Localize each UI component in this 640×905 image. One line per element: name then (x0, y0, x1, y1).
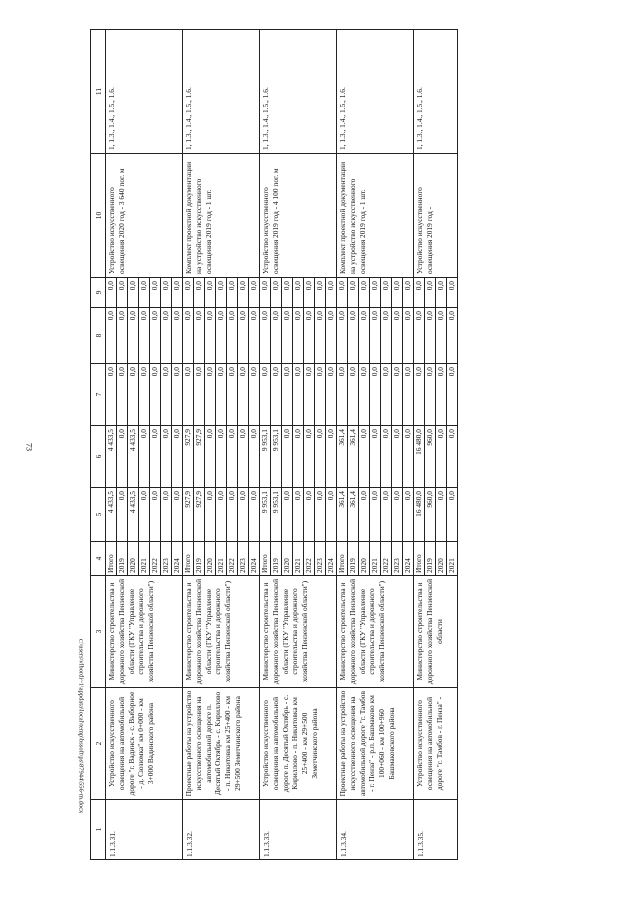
regional-budget-cell: 0,0 (293, 426, 304, 488)
regional-budget-cell: 0,0 (370, 426, 381, 488)
table-row (337, 30, 348, 860)
local-budget-cell: 0,0 (161, 308, 172, 364)
total-funding-cell: 0,0 (304, 488, 315, 542)
other-sources-cell: 0,0 (271, 278, 282, 308)
other-sources-cell: 0,0 (128, 278, 139, 308)
program-measures-table (90, 29, 458, 860)
total-funding-cell: 0,0 (447, 488, 458, 542)
measure-name: Устройство искусственного освещения на автомобильной дороге п. Десятый Октябрь - с. Кириллово - п. Никитовка км 25+400 - км 29+500 Земетчинского района (260, 688, 337, 800)
year-cell: 2021 (216, 542, 227, 576)
year-cell: 2019 (348, 542, 359, 576)
year-cell: 2023 (161, 542, 172, 576)
other-sources-cell: 0,0 (359, 278, 370, 308)
local-budget-cell: 0,0 (183, 308, 194, 364)
regional-budget-cell: 0,0 (315, 426, 326, 488)
regional-budget-cell: 927,9 (194, 426, 205, 488)
regional-budget-cell: 0,0 (205, 426, 216, 488)
year-cell: Итого (106, 542, 117, 576)
federal-budget-cell: 0,0 (370, 364, 381, 426)
local-budget-cell: 0,0 (381, 308, 392, 364)
local-budget-cell: 0,0 (282, 308, 293, 364)
regional-budget-cell: 0,0 (172, 426, 183, 488)
year-cell: 2022 (381, 542, 392, 576)
table-row (183, 30, 194, 860)
local-budget-cell: 0,0 (205, 308, 216, 364)
local-budget-cell: 0,0 (403, 308, 414, 364)
measure-result: Устройство искусственного освещения 2020 год - 3 640 пог. м (106, 154, 183, 278)
federal-budget-cell: 0,0 (337, 364, 348, 426)
measure-executor: Министерство строительства и дорожного хозяйства Пензенской области (ГКУ "Управление строительства и дорожного хозяйства Пензенской области") (183, 576, 260, 688)
regional-budget-cell: 0,0 (326, 426, 337, 488)
local-budget-cell: 0,0 (348, 308, 359, 364)
local-budget-cell: 0,0 (359, 308, 370, 364)
year-cell: 2021 (370, 542, 381, 576)
total-funding-cell: 960,0 (425, 488, 436, 542)
regional-budget-cell: 0,0 (150, 426, 161, 488)
total-funding-cell: 0,0 (315, 488, 326, 542)
other-sources-cell: 0,0 (392, 278, 403, 308)
other-sources-cell: 0,0 (227, 278, 238, 308)
federal-budget-cell: 0,0 (216, 364, 227, 426)
regional-budget-cell: 0,0 (436, 426, 447, 488)
federal-budget-cell: 0,0 (205, 364, 216, 426)
local-budget-cell: 0,0 (172, 308, 183, 364)
regional-budget-cell: 0,0 (117, 426, 128, 488)
measure-number: 1.1.3.33. (260, 800, 337, 860)
local-budget-cell: 0,0 (293, 308, 304, 364)
total-funding-cell: 4 433,5 (106, 488, 117, 542)
other-sources-cell: 0,0 (249, 278, 260, 308)
total-funding-cell: 9 953,1 (271, 488, 282, 542)
measure-result: Комплект проектной документации на устройство искусственного освещения 2019 год - 1 шт. (183, 154, 260, 278)
other-sources-cell: 0,0 (260, 278, 271, 308)
year-cell: 2024 (172, 542, 183, 576)
column-number-row (91, 30, 106, 860)
column-number: 3 (91, 576, 106, 688)
other-sources-cell: 0,0 (194, 278, 205, 308)
year-cell: 2019 (194, 542, 205, 576)
year-cell: 2024 (249, 542, 260, 576)
total-funding-cell: 16 480,0 (414, 488, 425, 542)
year-cell: 2021 (139, 542, 150, 576)
year-cell: 2020 (282, 542, 293, 576)
local-budget-cell: 0,0 (150, 308, 161, 364)
local-budget-cell: 0,0 (447, 308, 458, 364)
federal-budget-cell: 0,0 (348, 364, 359, 426)
other-sources-cell: 0,0 (403, 278, 414, 308)
total-funding-cell: 927,9 (183, 488, 194, 542)
local-budget-cell: 0,0 (370, 308, 381, 364)
federal-budget-cell: 0,0 (106, 364, 117, 426)
federal-budget-cell: 0,0 (238, 364, 249, 426)
other-sources-cell: 0,0 (183, 278, 194, 308)
table-row (260, 30, 271, 860)
total-funding-cell: 0,0 (403, 488, 414, 542)
year-cell: 2022 (150, 542, 161, 576)
measure-number: 1.1.3.35. (414, 800, 458, 860)
federal-budget-cell: 0,0 (436, 364, 447, 426)
federal-budget-cell: 0,0 (304, 364, 315, 426)
year-cell: 2020 (359, 542, 370, 576)
federal-budget-cell: 0,0 (403, 364, 414, 426)
local-budget-cell: 0,0 (271, 308, 282, 364)
other-sources-cell: 0,0 (282, 278, 293, 308)
federal-budget-cell: 0,0 (117, 364, 128, 426)
total-funding-cell: 0,0 (139, 488, 150, 542)
total-funding-cell: 4 433,5 (128, 488, 139, 542)
regional-budget-cell: 0,0 (227, 426, 238, 488)
year-cell: 2020 (128, 542, 139, 576)
year-cell: Итого (183, 542, 194, 576)
total-funding-cell: 0,0 (392, 488, 403, 542)
other-sources-cell: 0,0 (348, 278, 359, 308)
column-number: 8 (91, 308, 106, 364)
column-number: 2 (91, 688, 106, 800)
year-cell: 2019 (425, 542, 436, 576)
federal-budget-cell: 0,0 (172, 364, 183, 426)
federal-budget-cell: 0,0 (150, 364, 161, 426)
column-number: 9 (91, 278, 106, 308)
other-sources-cell: 0,0 (337, 278, 348, 308)
measure-number: 1.1.3.31. (106, 800, 183, 860)
federal-budget-cell: 0,0 (227, 364, 238, 426)
column-number: 1 (91, 800, 106, 860)
federal-budget-cell: 0,0 (293, 364, 304, 426)
column-number: 5 (91, 488, 106, 542)
column-number: 4 (91, 542, 106, 576)
other-sources-cell: 0,0 (106, 278, 117, 308)
measure-executor: Министерство строительства и дорожного хозяйства Пензенской области (414, 576, 458, 688)
measure-executor: Министерство строительства и дорожного хозяйства Пензенской области (ГКУ "Управление строительства и дорожного хозяйства Пензенской области") (260, 576, 337, 688)
year-cell: 2019 (271, 542, 282, 576)
local-budget-cell: 0,0 (414, 308, 425, 364)
federal-budget-cell: 0,0 (139, 364, 150, 426)
other-sources-cell: 0,0 (447, 278, 458, 308)
total-funding-cell: 0,0 (205, 488, 216, 542)
other-sources-cell: 0,0 (293, 278, 304, 308)
year-cell: 2020 (205, 542, 216, 576)
other-sources-cell: 0,0 (216, 278, 227, 308)
regional-budget-cell: 4 433,5 (128, 426, 139, 488)
regional-budget-cell: 0,0 (304, 426, 315, 488)
local-budget-cell: 0,0 (216, 308, 227, 364)
total-funding-cell: 0,0 (216, 488, 227, 542)
total-funding-cell: 0,0 (282, 488, 293, 542)
regional-budget-cell: 16 480,0 (414, 426, 425, 488)
regional-budget-cell: 960,0 (425, 426, 436, 488)
other-sources-cell: 0,0 (238, 278, 249, 308)
total-funding-cell: 0,0 (150, 488, 161, 542)
year-cell: Итого (414, 542, 425, 576)
regional-budget-cell: 361,4 (348, 426, 359, 488)
other-sources-cell: 0,0 (304, 278, 315, 308)
total-funding-cell: 0,0 (436, 488, 447, 542)
total-funding-cell: 0,0 (293, 488, 304, 542)
measure-result: Комплект проектной документации на устройство искусственного освещения 2019 год - 1 шт. (337, 154, 414, 278)
federal-budget-cell: 0,0 (194, 364, 205, 426)
measure-name: Устройство искусственного освещения на автомобильной дороге "г. Тамбов - г. Пенза" - (414, 688, 458, 800)
other-sources-cell: 0,0 (425, 278, 436, 308)
regional-budget-cell: 0,0 (161, 426, 172, 488)
regional-budget-cell: 0,0 (282, 426, 293, 488)
other-sources-cell: 0,0 (414, 278, 425, 308)
federal-budget-cell: 0,0 (271, 364, 282, 426)
measure-executor: Министерство строительства и дорожного хозяйства Пензенской области (ГКУ "Управление строительства и дорожного хозяйства Пензенской области") (337, 576, 414, 688)
measure-executor: Министерство строительства и дорожного хозяйства Пензенской области (ГКУ "Управление строительства и дорожного хозяйства Пензенской области") (106, 576, 183, 688)
local-budget-cell: 0,0 (315, 308, 326, 364)
regional-budget-cell: 9 953,1 (271, 426, 282, 488)
total-funding-cell: 0,0 (117, 488, 128, 542)
total-funding-cell: 927,9 (194, 488, 205, 542)
table-row (414, 30, 425, 860)
other-sources-cell: 0,0 (150, 278, 161, 308)
column-number: 11 (91, 30, 106, 154)
federal-budget-cell: 0,0 (183, 364, 194, 426)
regional-budget-cell: 927,9 (183, 426, 194, 488)
local-budget-cell: 0,0 (260, 308, 271, 364)
local-budget-cell: 0,0 (139, 308, 150, 364)
page-number: 73 (24, 443, 34, 451)
federal-budget-cell: 0,0 (414, 364, 425, 426)
local-budget-cell: 0,0 (194, 308, 205, 364)
total-funding-cell: 9 953,1 (260, 488, 271, 542)
federal-budget-cell: 0,0 (392, 364, 403, 426)
measure-name: Проектные работы на устройство искусственного освещения на автомобильной дороге п. Десятый Октябрь - с. Кириллово - п. Никитовка км 25+400 - км 29+500 Земетчинского района (183, 688, 260, 800)
other-sources-cell: 0,0 (326, 278, 337, 308)
total-funding-cell: 0,0 (172, 488, 183, 542)
regional-budget-cell: 9 953,1 (260, 426, 271, 488)
measure-name: Проектные работы на устройство искусственного освещения на автомобильной дороге "г. Тамбов - г. Пенза" - р.п. Башмаково км 100+060 - км 100+960 Башмаковского района (337, 688, 414, 800)
year-cell: 2022 (227, 542, 238, 576)
local-budget-cell: 0,0 (249, 308, 260, 364)
year-cell: 2022 (304, 542, 315, 576)
federal-budget-cell: 0,0 (315, 364, 326, 426)
measure-name: Устройство искусственного освещения на автомобильной дороге "г. Вадинск - с. Выборное - д. Сюзюмка" км 0+000 - км 3+000 Вадинского района (106, 688, 183, 800)
federal-budget-cell: 0,0 (359, 364, 370, 426)
table-row (106, 30, 117, 860)
local-budget-cell: 0,0 (227, 308, 238, 364)
column-number: 10 (91, 154, 106, 278)
federal-budget-cell: 0,0 (161, 364, 172, 426)
indicator-links: 1, 1.3., 1.4., 1.5., 1.6. (106, 30, 183, 154)
local-budget-cell: 0,0 (304, 308, 315, 364)
local-budget-cell: 0,0 (326, 308, 337, 364)
total-funding-cell: 361,4 (348, 488, 359, 542)
year-cell: Итого (337, 542, 348, 576)
local-budget-cell: 0,0 (425, 308, 436, 364)
regional-budget-cell: 0,0 (392, 426, 403, 488)
local-budget-cell: 0,0 (128, 308, 139, 364)
column-number: 7 (91, 364, 106, 426)
federal-budget-cell: 0,0 (260, 364, 271, 426)
other-sources-cell: 0,0 (370, 278, 381, 308)
indicator-links: 1, 1.3., 1.4., 1.5., 1.6. (183, 30, 260, 154)
regional-budget-cell: 0,0 (139, 426, 150, 488)
table-body (106, 30, 458, 860)
other-sources-cell: 0,0 (161, 278, 172, 308)
total-funding-cell: 0,0 (238, 488, 249, 542)
total-funding-cell: 0,0 (381, 488, 392, 542)
local-budget-cell: 0,0 (106, 308, 117, 364)
other-sources-cell: 0,0 (205, 278, 216, 308)
regional-budget-cell: 0,0 (359, 426, 370, 488)
indicator-links: 1, 1.3., 1.4., 1.5., 1.6. (337, 30, 414, 154)
total-funding-cell: 0,0 (227, 488, 238, 542)
year-cell: 2024 (326, 542, 337, 576)
regional-budget-cell: 0,0 (447, 426, 458, 488)
local-budget-cell: 0,0 (392, 308, 403, 364)
local-budget-cell: 0,0 (337, 308, 348, 364)
year-cell: 2024 (403, 542, 414, 576)
total-funding-cell: 0,0 (161, 488, 172, 542)
other-sources-cell: 0,0 (315, 278, 326, 308)
total-funding-cell: 0,0 (326, 488, 337, 542)
federal-budget-cell: 0,0 (282, 364, 293, 426)
regional-budget-cell: 0,0 (381, 426, 392, 488)
year-cell: 2020 (436, 542, 447, 576)
year-cell: 2019 (117, 542, 128, 576)
total-funding-cell: 0,0 (370, 488, 381, 542)
regional-budget-cell: 0,0 (238, 426, 249, 488)
year-cell: 2023 (238, 542, 249, 576)
federal-budget-cell: 0,0 (326, 364, 337, 426)
year-cell: 2023 (392, 542, 403, 576)
footer-file-path: c:\users\vlbordi~1\appdata\local\temp\bssoft\ps\87944\556-m.docx (77, 638, 85, 814)
year-cell: 2021 (293, 542, 304, 576)
rotated-table-container (90, 30, 620, 860)
measure-result: Устройство искусственного освещения 2019 год - 4 100 пог. м (260, 154, 337, 278)
year-cell: 2021 (447, 542, 458, 576)
total-funding-cell: 0,0 (249, 488, 260, 542)
regional-budget-cell: 0,0 (403, 426, 414, 488)
federal-budget-cell: 0,0 (425, 364, 436, 426)
regional-budget-cell: 361,4 (337, 426, 348, 488)
local-budget-cell: 0,0 (117, 308, 128, 364)
measure-number: 1.1.3.32. (183, 800, 260, 860)
year-cell: 2023 (315, 542, 326, 576)
other-sources-cell: 0,0 (172, 278, 183, 308)
indicator-links: 1, 1.3., 1.4., 1.5., 1.6. (260, 30, 337, 154)
regional-budget-cell: 0,0 (249, 426, 260, 488)
local-budget-cell: 0,0 (238, 308, 249, 364)
measure-result: Устройство искусственного освещения 2019 год - (414, 154, 458, 278)
total-funding-cell: 0,0 (359, 488, 370, 542)
federal-budget-cell: 0,0 (128, 364, 139, 426)
other-sources-cell: 0,0 (381, 278, 392, 308)
other-sources-cell: 0,0 (436, 278, 447, 308)
column-number: 6 (91, 426, 106, 488)
measure-number: 1.1.3.34. (337, 800, 414, 860)
federal-budget-cell: 0,0 (447, 364, 458, 426)
federal-budget-cell: 0,0 (249, 364, 260, 426)
indicator-links: 1, 1.3., 1.4., 1.5., 1.6. (414, 30, 458, 154)
other-sources-cell: 0,0 (117, 278, 128, 308)
federal-budget-cell: 0,0 (381, 364, 392, 426)
local-budget-cell: 0,0 (436, 308, 447, 364)
other-sources-cell: 0,0 (139, 278, 150, 308)
year-cell: Итого (260, 542, 271, 576)
total-funding-cell: 361,4 (337, 488, 348, 542)
regional-budget-cell: 0,0 (216, 426, 227, 488)
regional-budget-cell: 4 433,5 (106, 426, 117, 488)
